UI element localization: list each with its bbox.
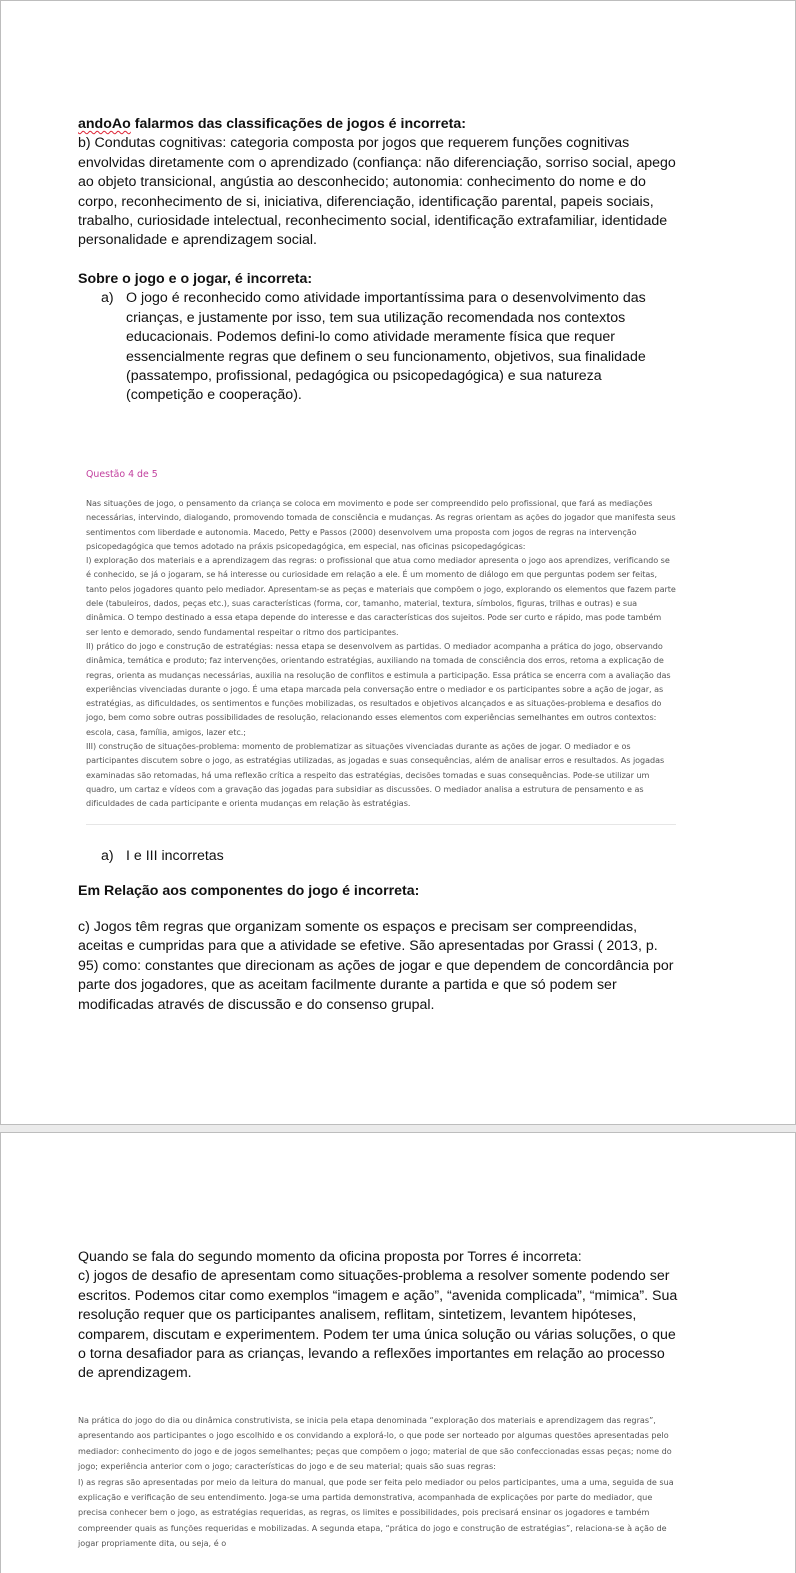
question-4-heading: Em Relação aos componentes do jogo é incorreta: xyxy=(78,883,420,899)
question-1-heading: andoAo falarmos das classificações de jogos é incorreta: xyxy=(78,116,466,132)
question-screenshot-2-text: Na prática do jogo do dia ou dinâmica construtivista, se inicia pela etapa denominada “exploração dos materiais e aprendizagem das regras”, apresentando aos participantes o jogo escolhido e os convidando a explorá-lo, o que pode ser norteado por algumas questões apresentadas pelo mediador: conhecimento do jogo e de jogos semelhantes; peças que compõem o jogo; material de que são confeccionadas essas peças; nome do jogo; experiência anterior com o jogo; características do jogo e de seu material; quais são suas regras: I) as regras são apresentadas por meio da leitura do manual, que pode ser feita pelo mediador ou pelos participantes, uma a uma, seguida de sua explicação e verificação de seu entendimento. Joga-se uma partida demonstrativa, acompanhada de explicações por parte do mediador, que precisa conhecer bem o jogo, as estratégias requeridas, as regras, os limites e possibilidades, pois precisará ensinar os jogadores e também compreender quais as funções requeridas e mobilizadas. A segunda etapa, “prática do jogo e construção de estratégias”, relaciona-se à ação de jogar propriamente dita, ou seja, é o xyxy=(78,1415,674,1549)
question-3-answer: I e III incorretas xyxy=(126,848,224,864)
question-screenshot xyxy=(86,469,676,811)
question-2-answer: O jogo é reconhecido como atividade importantíssima para o desenvolvimento das crianças, e justamente por isso, tem sua utilização recomendada nos contextos educacionais. Podemos defini-lo como atividade meramente física que requer essencialmente regras que definem o seu funcionamento, objetivos, sua finalidade (passatempo, profissional, pedagógica ou psicopedagógica) e sua natureza (competição e cooperação). xyxy=(126,290,646,404)
question-2 xyxy=(78,270,680,406)
question-3 xyxy=(78,847,680,866)
question-2-heading: Sobre o jogo e o jogar, é incorreta: xyxy=(78,271,313,287)
question-5-answer: c) jogos de desafio de apresentam como situações-problema a resolver somente podendo ser escritos. Podemos citar como exemplos “imagem e ação”, “avenida complicada”, “mimica”. Sua resolução requer que os participantes analisem, reflitam, sintetizem, levantem hipóteses, comparem, discutam e experimentem. Podem ter uma única solução ou várias soluções, o que o torna desafiador para as crianças, levando a reflexões importantes em relação ao processo de aprendizagem. xyxy=(78,1268,678,1382)
question-4-answer: c) Jogos têm regras que organizam somente os espaços e precisam ser compreendidas, aceitas e cumpridas para que a atividade se efetive. São apresentadas por Grassi ( 2013, p. 95) como: constantes que direcionam as ações de jogar e que dependem de concordância por parte dos jogadores, que as aceitam facilmente durante a partida e que só podem ser modificadas através de discussão e do consenso grupal. xyxy=(78,919,674,1013)
question-4 xyxy=(78,882,680,901)
question-number-label: Questão 4 de 5 xyxy=(86,469,158,480)
question-1 xyxy=(78,115,680,251)
question-5 xyxy=(78,1248,680,1384)
list-marker: a) xyxy=(101,290,114,307)
question-3-answer-item xyxy=(78,847,680,866)
document-page-2 xyxy=(0,1132,796,1573)
question-5-heading: Quando se fala do segundo momento da oficina proposta por Torres é incorreta: xyxy=(78,1249,582,1265)
question-2-answer-item xyxy=(78,289,680,405)
question-4-body xyxy=(78,918,680,1015)
list-marker: a) xyxy=(101,848,114,864)
divider xyxy=(86,824,676,825)
misspelled-word: andoAo xyxy=(78,116,131,132)
question-1-answer: b) Condutas cognitivas: categoria composta por jogos que requerem funções cognitivas envolvidas diretamente com o aprendizado (confiança: não diferenciação, sorriso social, apego ao objeto transicional, angústia ao desconhecido; autonomia: conhecimento do nome e do corpo, reconhecimento de si, iniciativa, diferenciação, identificação parental, papeis sociais, trabalho, curiosidade intelectual, reconhecimento social, identificação extrafamiliar, identidade personalidade e aprendizagem social. xyxy=(78,135,676,249)
question-screenshot-text: Nas situações de jogo, o pensamento da criança se coloca em movimento e pode ser compreendido pelo profissional, que fará as mediações necessárias, intervindo, dialogando, promovendo tomada de consciência e mudanças. As regras orientam as ações do jogador que manifesta seus sentimentos com liberdade e autonomia. Macedo, Petty e Passos (2000) desenvolvem uma proposta com jogos de regras na intervenção psicopedagógica que temos adotado na práxis psicopedagógica, em especial, nas oficinas psicopedagógicas: I) exploração dos materiais e a aprendizagem das regras: o profissional que atua como mediador apresenta o jogo aos aprendizes, verificando se é conhecido, se já o jogaram, se há interesse ou curiosidade em relação a ele. É um momento de diálogo em que perguntas podem ser feitas, tanto pelos jogadores quanto pelo mediador. Apresentam-se as peças e materiais que compõem o jogo, explorando os elementos que fazem parte dele (tabuleiros, dados, peças etc.), suas características (forma, cor, tamanho, material, textura, símbolos, figuras, trilhas e outras) e sua dinâmica. O tempo destinado a essa etapa depende do interesse e das características dos sujeitos. Pode ser curto e rápido, mas pode também ser lento e demorado, sendo fundamental respeitar o ritmo dos participantes. II) prático do jogo e construção de estratégias: nessa etapa se desenvolvem as partidas. O mediador acompanha a prática do jogo, observando dinâmica, temática e produto; faz intervenções, orientando estratégias, auxiliando na tomada de consciência dos erros, retoma a explicação de regras, orienta as mudanças necessárias, auxilia na resolução de conflitos e estimula a participação. Essa prática se encerra com a avaliação das experiências vivenciadas durante o jogo. É uma etapa marcada pela conversação entre o mediador e os participantes sobre a ação de jogar, as estratégias, as dificuldades, os sentimentos e funções mobilizadas, os resultados e objetivos alcançados e as situações-problema e desafios do jogo, bem como sobre outras possibilidades de resolução, relacionando esses elementos com experiências semelhantes em outros contextos: escola, casa, família, amigos, lazer etc.; III) construção de situações-problema: momento de problematizar as situações vivenciadas durante as ações de jogar. O mediador e os participantes discutem sobre o jogo, as estratégias utilizadas, as jogadas e suas consequências, além de analisar erros e resultados. As jogadas examinadas são retomadas, há uma reflexão crítica a respeito das estratégias, decisões tomadas e suas consequências. Pode-se utilizar um quadro, um cartaz e vídeos com a gravação das jogadas para subsidiar as discussões. O mediador analisa a estrutura de pensamento e as dificuldades de cada participante e orienta mudanças em relação às estratégias. xyxy=(86,498,676,809)
